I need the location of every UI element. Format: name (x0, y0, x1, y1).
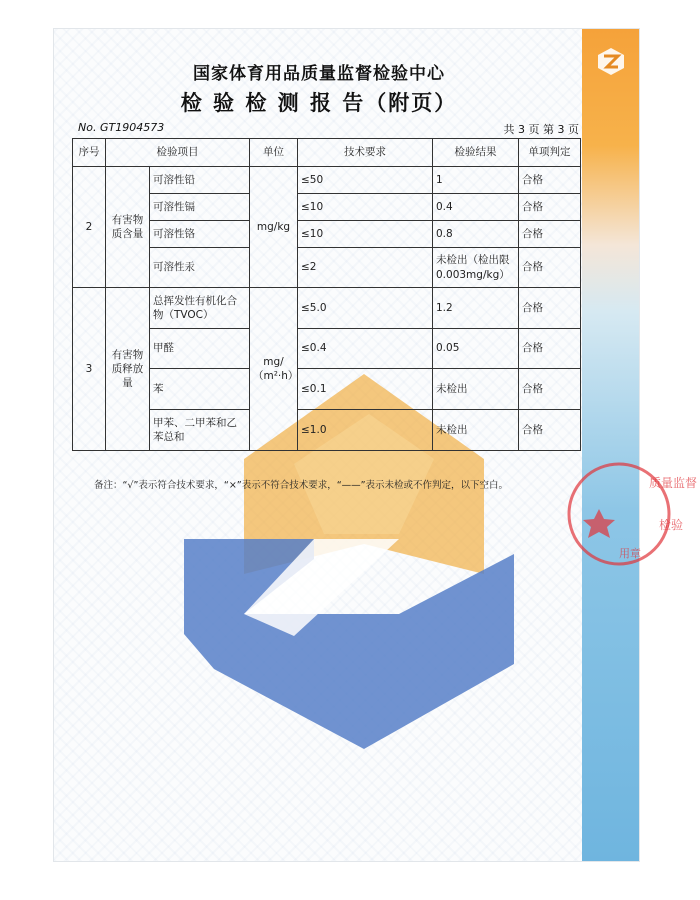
verdict-cell: 合格 (519, 369, 581, 410)
item-name: 可溶性铅 (150, 167, 250, 194)
report-number-value: GT1904573 (99, 121, 165, 134)
result-cell: 1.2 (433, 288, 519, 329)
page-indicator: 共 3 页 第 3 页 (503, 123, 579, 136)
result-cell: 未检出 (433, 369, 519, 410)
requirement-cell: ≤5.0 (298, 288, 433, 329)
column-header: 技术要求 (298, 139, 433, 167)
table-row (73, 194, 581, 221)
item-name: 总挥发性有机化合物（TVOC） (150, 288, 250, 329)
report-number (78, 121, 164, 134)
result-cell: 0.8 (433, 221, 519, 248)
table-header-row (73, 139, 581, 167)
svg-text:检验: 检验 (659, 518, 684, 532)
column-header: 序号 (73, 139, 106, 167)
unit-cell: mg/（m²·h） (250, 288, 298, 451)
verdict-cell: 合格 (519, 221, 581, 248)
institution-name: 国家体育用品质量监督检验中心 (193, 64, 445, 84)
result-cell: 未检出（检出限0.003mg/kg） (433, 248, 519, 288)
requirement-cell: ≤50 (298, 167, 433, 194)
table-row (73, 410, 581, 451)
result-cell: 0.4 (433, 194, 519, 221)
group-category: 有害物质含量 (106, 167, 150, 288)
item-name: 可溶性铬 (150, 221, 250, 248)
item-name: 甲醛 (150, 329, 250, 369)
verdict-cell: 合格 (519, 329, 581, 369)
group-number: 2 (73, 167, 106, 288)
requirement-cell: ≤10 (298, 194, 433, 221)
center-logo-icon (595, 45, 627, 77)
verdict-cell: 合格 (519, 167, 581, 194)
red-seal-stamp (564, 459, 698, 569)
table-row (73, 221, 581, 248)
requirement-cell: ≤1.0 (298, 410, 433, 451)
table-row (73, 167, 581, 194)
requirement-cell: ≤10 (298, 221, 433, 248)
table-row (73, 329, 581, 369)
verdict-cell: 合格 (519, 288, 581, 329)
verdict-cell: 合格 (519, 248, 581, 288)
column-header: 检验结果 (433, 139, 519, 167)
column-header: 单位 (250, 139, 298, 167)
table-row (73, 248, 581, 288)
report-number-label: No. (78, 121, 97, 134)
result-cell: 1 (433, 167, 519, 194)
column-header: 单项判定 (519, 139, 581, 167)
verdict-cell: 合格 (519, 194, 581, 221)
verdict-cell: 合格 (519, 410, 581, 451)
requirement-cell: ≤0.1 (298, 369, 433, 410)
table-row (73, 288, 581, 329)
table-row (73, 369, 581, 410)
requirement-cell: ≤0.4 (298, 329, 433, 369)
group-number: 3 (73, 288, 106, 451)
result-cell: 未检出 (433, 410, 519, 451)
group-category: 有害物质释放量 (106, 288, 150, 451)
report-title: 检 验 检 测 报 告（附页） (180, 90, 458, 115)
item-name: 可溶性汞 (150, 248, 250, 288)
item-name: 甲苯、二甲苯和乙苯总和 (150, 410, 250, 451)
svg-text:用章: 用章 (619, 547, 641, 560)
item-name: 可溶性镉 (150, 194, 250, 221)
unit-cell: mg/kg (250, 167, 298, 288)
color-side-strip (582, 29, 639, 861)
requirement-cell: ≤2 (298, 248, 433, 288)
svg-text:质量监督: 质量监督 (649, 476, 698, 490)
item-name: 苯 (150, 369, 250, 410)
result-cell: 0.05 (433, 329, 519, 369)
column-header: 检验项目 (106, 139, 250, 167)
report-page (53, 28, 698, 862)
remarks-note: 备注：“√”表示符合技术要求，“×”表示不符合技术要求，“——”表示未检或不作判定，以下空白。 (94, 480, 509, 491)
inspection-table (72, 138, 581, 451)
